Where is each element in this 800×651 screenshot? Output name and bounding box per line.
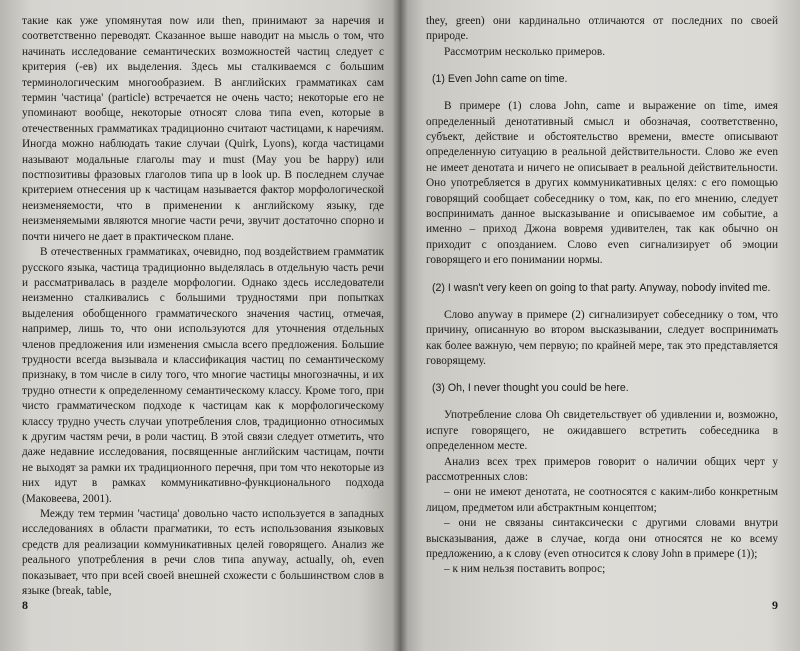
left-paragraph-2: В отечественных грамматиках, очевидно, под воздействием грамматик русского языка, частица традиционно выделялась в отдельную часть речи и рассматривалась в разделе морфологии. Однако здесь исследователи неизменно сталкивались с большими трудностями при попытках выделения обобщенного грамматического значения частиц, отмечая, например, лишь то, что они используются для уточнения отдельных членов предложения или изменения смысла всего предложения. Большие трудности всегда вызывала и классификация частиц по семантическому признаку, в том числе в силу того, что многие частицы многозначны, и их трудно отнести к определенному семантическому классу. Кроме того, при чисто грамматическом подходе к частицам как к морфологическому классу трудно учесть случаи употребления слов, традиционно относимых к другим частям речи, в роли частиц. В этой связи следует отметить, что даже недавние исследования, посвященные английским частицам, почти не выходят за рамки их традиционного перечня, при том что некоторые из них идут в рамках коммуникативно-функционального подхода (Маковеева, 2001). — [22, 246, 384, 505]
right-page — [400, 0, 800, 651]
right-intro: they, green) они кардинально отличаются от последних по своей природе. — [426, 15, 778, 43]
right-paragraph-4: Анализ всех трех примеров говорит о наличии общих черт у рассмотренных слов: — [426, 455, 778, 483]
right-intro-2: Рассмотрим несколько примеров. — [444, 45, 606, 58]
left-page-number: 8 — [22, 598, 28, 612]
example-3: (3) Oh, I never thought you could be here. — [432, 382, 629, 395]
right-paragraph-2: Слово anyway в примере (2) сигнализирует собеседнику о том, что причину, описанную во втором высказывании, следует воспринимать как более важную, чем первую; по крайней мере, так это представляется говорящему. — [426, 308, 778, 367]
right-paragraph-1: В примере (1) слова John, came и выражение on time, имея определенный денотативный смысл и обозначая, соответственно, субъект, действие и обстоятельство времени, вместе описывают определенную ситуацию в реальной действительности. Слово же even не имеет денотата и ничего не описывает в реальной действительности. Оно употребляется в других коммуникативных целях: с его помощью говорящий сообщает собеседнику о том, как, по его мнению, следует воспринимать данное высказывание и описываемое им событие, а именно – приход Джона вовремя удивителен, так как обычно он приходит с опозданием. Слово even сигнализирует об эмоции говорящего и его понимании нормы. — [426, 100, 778, 267]
right-page-number: 9 — [772, 598, 778, 612]
list-item-1: – они не имеют денотата, не соотносятся с каким-либо конкретным лицом, предметом или абстрактным концептом; — [426, 486, 778, 514]
example-2: (2) I wasn't very keen on going to that party. Anyway, nobody invited me. — [432, 281, 771, 294]
list-item-2: – они не связаны синтаксически с другими словами внутри высказывания, даже в случае, когда они относятся не ко всему предложению, а к слову (even относится к слову John в примере (1)); — [426, 517, 778, 560]
book-gutter-shadow — [392, 0, 408, 651]
example-1: (1) Even John came on time. — [432, 73, 568, 86]
left-paragraph-1: такие как уже упомянутая now или then, принимают за наречия и соответственно переводят. Сказанное выше наводит на мысль о том, что начинать исследование семантических возможностей частиц следует с критерия (-ев) их выделения. Здесь мы сталкиваемся с большим терминологическим многообразием. В английских грамматиках сам термин 'частица' (particle) встречается не очень часто; некоторые его не упоминают вообще, некоторые относят слова типа even, которые в отечественных грамматиках традиционно считают частицами, к наречиям. Иногда можно наблюдать такие случаи (Quirk, Lyons), когда частицами называют модальные глаголы may и must (May you be happy) или постпозитивы фразовых глаголов типа up в look up. В последнем случае критерием отнесения up к частицам называется фактор морфологической неизменяемости, что в применении к английскому языку, где неизменяемыми являются многие части речи, звучит достаточно спорно и почти ничего не дает в практическом плане. — [22, 15, 384, 243]
right-paragraph-3: Употребление слова Oh свидетельствует об удивлении и, возможно, испуге говорящего, не ожидавшего встретить собеседника в определенном месте. — [426, 409, 778, 453]
list-item-3: – к ним нельзя поставить вопрос; — [444, 563, 606, 576]
left-paragraph-3: Между тем термин 'частица' довольно часто используется в западных исследованиях в области прагматики, то есть использования языковых средств для реализации коммуникативных целей говорящего. Анализ же реального употребления в речи слов типа anyway, actually, oh, even показывает, что при всей своей внешней схожести с большинством слов в языке (break, table, — [22, 508, 384, 598]
